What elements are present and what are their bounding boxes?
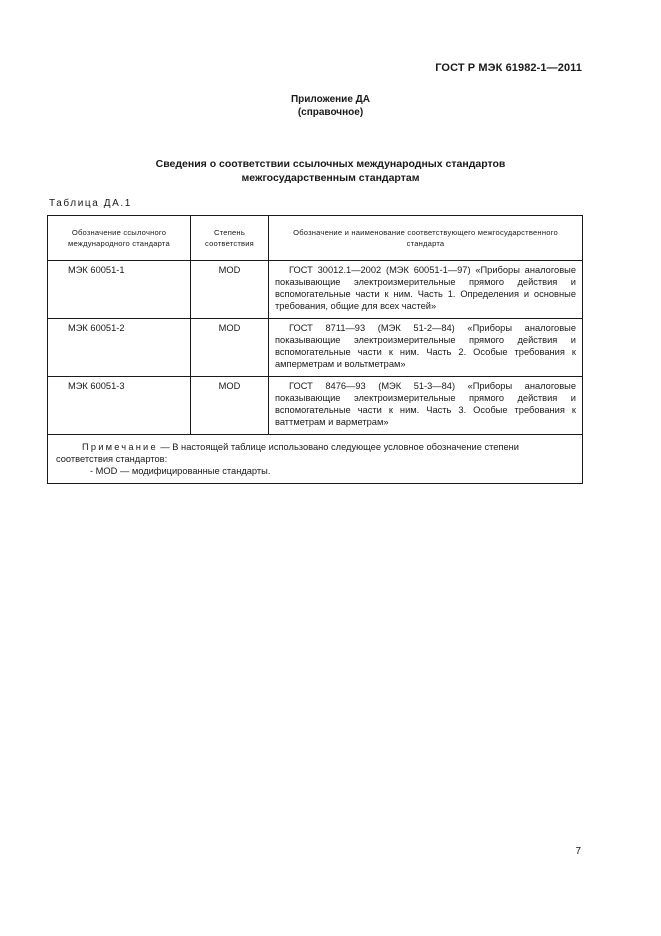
row-reference-standard: МЭК 60051-2 xyxy=(48,319,191,377)
document-title-line-1: Сведения о соответствии ссылочных международных стандартов xyxy=(155,158,506,170)
note-label: Примечание xyxy=(82,442,158,452)
row-degree: MOD xyxy=(191,377,269,435)
table-note xyxy=(48,435,583,484)
table-note-row xyxy=(48,435,583,484)
appendix-kind: (справочное) xyxy=(297,107,364,118)
document-title xyxy=(0,157,661,185)
appendix-heading xyxy=(0,93,661,119)
table-row xyxy=(48,261,583,319)
correspondence-table xyxy=(47,215,583,484)
table-row xyxy=(48,319,583,377)
page-number: 7 xyxy=(575,846,581,857)
row-reference-standard: МЭК 60051-3 xyxy=(48,377,191,435)
header-interstate-standard: Обозначение и наименование соответствующего межгосударственного стандарта xyxy=(269,216,583,261)
row-interstate-standard: ГОСТ 8711—93 (МЭК 51-2—84) «Приборы аналоговые показывающие электроизмерительные прямого действия и вспомогательные части к ним. Часть 2. Особые требования к амперметрам и вольтметрам» xyxy=(269,319,583,377)
row-degree: MOD xyxy=(191,261,269,319)
row-interstate-standard: ГОСТ 8476—93 (МЭК 51-3—84) «Приборы аналоговые показывающие электроизмерительные прямого действия и вспомогательные части к ним. Часть 3. Особые требования к ваттметрам и варметрам» xyxy=(269,377,583,435)
row-reference-standard: МЭК 60051-1 xyxy=(48,261,191,319)
table-row xyxy=(48,377,583,435)
header-degree-of-correspondence: Степень соответствия xyxy=(191,216,269,261)
table-caption: Таблица ДА.1 xyxy=(49,198,132,209)
document-title-line-2: межгосударственным стандартам xyxy=(241,172,420,184)
note-text: — В настоящей таблице использовано следующее условное обозначение степени соответствия стандартов: xyxy=(56,442,519,464)
standard-code-header: ГОСТ Р МЭК 61982-1—2011 xyxy=(435,62,582,74)
appendix-title: Приложение ДА xyxy=(290,94,371,105)
note-item: - MOD — модифицированные стандарты. xyxy=(90,466,271,476)
row-interstate-standard: ГОСТ 30012.1—2002 (МЭК 60051-1—97) «Приборы аналоговые показывающие электроизмерительные прямого действия и вспомогательные части к ним. Часть 1. Определения и основные требования, общие для всех частей» xyxy=(269,261,583,319)
header-reference-standard: Обозначение ссылочного международного стандарта xyxy=(48,216,191,261)
table-header-row xyxy=(48,216,583,261)
row-degree: MOD xyxy=(191,319,269,377)
